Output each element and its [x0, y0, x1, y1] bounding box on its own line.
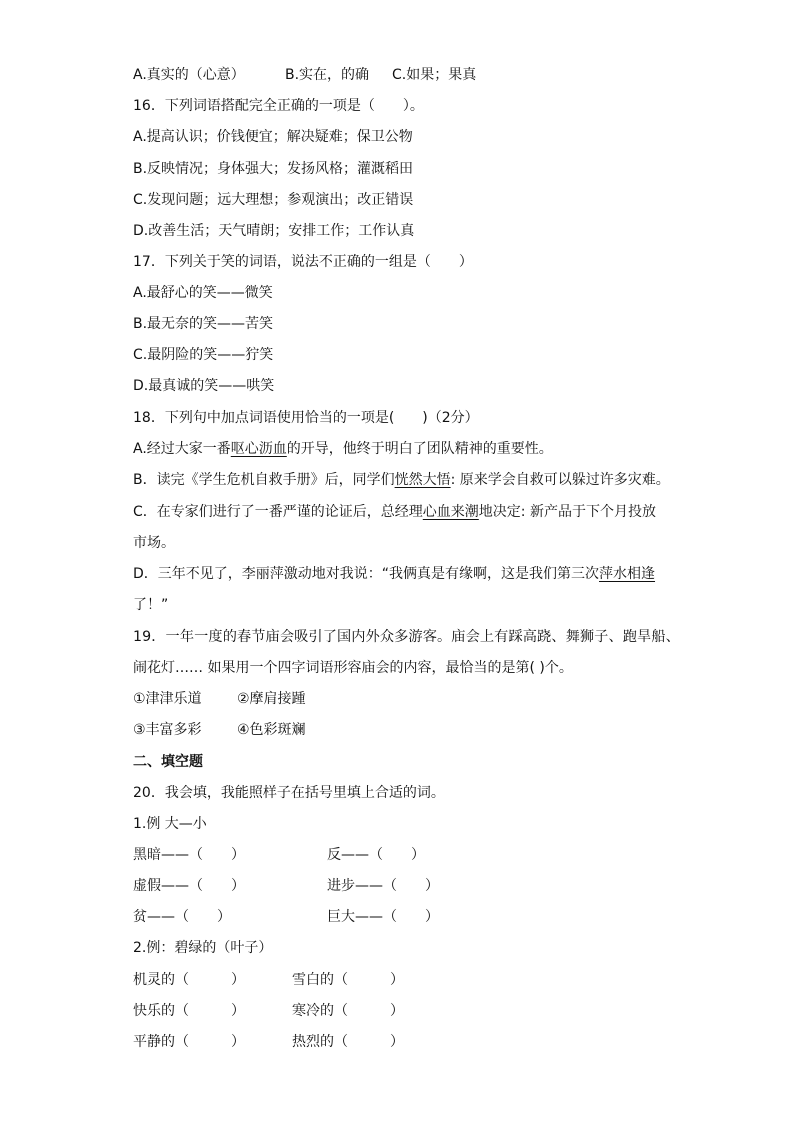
q18-b-pre: B．读完《学生危机自救手册》后，同学们	[133, 472, 395, 488]
q18-option-a	[133, 439, 553, 459]
q18-stem: 18．下列句中加点词语使用恰当的一项是( )（2分）	[133, 410, 479, 426]
q17-stem: 17．下列关于笑的词语，说法不正确的一组是（ ）	[133, 254, 473, 270]
q20-part1-item: 虚假——（ ）	[133, 878, 245, 894]
q20-part2-item: 热烈的（ ）	[292, 1034, 404, 1050]
q19-stem-line2: 闹花灯…… 如果用一个四字词语形容庙会的内容，最恰当的是第( )个。	[133, 660, 573, 676]
q19-option-4: ④色彩斑斓	[237, 722, 306, 738]
q18-a-pre: A.经过大家一番	[133, 441, 231, 457]
q18-option-c-line2: 市场。	[133, 535, 175, 551]
q18-c-post: 地决定: 新产品于下个月投放	[478, 504, 656, 520]
q19-option-1: ①津津乐道	[133, 691, 202, 707]
q16-option-c: C.发现问题；远大理想；参观演出；改正错误	[133, 192, 414, 208]
q20-part1-item: 黑暗——（ ）	[133, 847, 245, 863]
q20-part1-label: 1.例 大—小	[133, 816, 207, 832]
q15-option-c: C.如果；果真	[392, 67, 477, 83]
section-heading-fill-in: 二、填空题	[133, 754, 203, 770]
q19-option-2: ②摩肩接踵	[237, 691, 306, 707]
q18-option-d-line2: 了！”	[133, 597, 169, 613]
q20-part1-item: 进步——（ ）	[327, 878, 439, 894]
q18-c-pre: C．在专家们进行了一番严谨的论证后，总经理	[133, 504, 423, 520]
q17-option-a: A.最舒心的笑——微笑	[133, 285, 273, 301]
q20-part2-item: 寒冷的（ ）	[292, 1003, 404, 1019]
q16-option-b: B.反映情况；身体强大；发扬风格；灌溉稻田	[133, 161, 414, 177]
q18-b-post: : 原来学会自救可以躲过许多灾难。	[450, 472, 670, 488]
q16-stem: 16．下列词语搭配完全正确的一项是（ ）。	[133, 98, 424, 114]
q20-part2-item: 快乐的（ ）	[133, 1003, 245, 1019]
q15-option-a: A.真实的（心意）	[133, 67, 245, 83]
q20-part2-item: 平静的（ ）	[133, 1034, 245, 1050]
q20-stem: 20．我会填，我能照样子在括号里填上合适的词。	[133, 785, 445, 801]
q20-part2-item: 机灵的（ ）	[133, 972, 245, 988]
q18-option-c	[133, 502, 656, 522]
q18-option-d	[133, 564, 655, 584]
q20-part2-label: 2.例：碧绿的（叶子）	[133, 940, 273, 956]
q15-option-b: B.实在，的确	[285, 67, 370, 83]
q18-d-pre: D．三年不见了，李丽萍激动地对我说：“我俩真是有缘啊，这是我们第三次	[133, 566, 600, 582]
q16-option-d: D.改善生活；天气晴朗；安排工作；工作认真	[133, 223, 415, 239]
q20-part1-item: 巨大——（ ）	[327, 909, 439, 925]
q19-option-3: ③丰富多彩	[133, 722, 202, 738]
q18-a-dotted-word: 呕心沥血	[230, 441, 287, 457]
q18-b-dotted-word: 恍然大悟	[394, 472, 451, 488]
q16-option-a: A.提高认识；价钱便宜；解决疑难；保卫公物	[133, 129, 413, 145]
q20-part1-item: 贫——（ ）	[133, 909, 231, 925]
q18-d-dotted-word: 萍水相逢	[599, 566, 656, 582]
q17-option-c: C.最阴险的笑——狞笑	[133, 347, 274, 363]
q17-option-b: B.最无奈的笑——苦笑	[133, 316, 274, 332]
q20-part1-item: 反——（ ）	[327, 847, 425, 863]
q19-stem-line1: 19．一年一度的春节庙会吸引了国内外众多游客。庙会上有踩高跷、舞狮子、跑旱船、	[133, 629, 680, 645]
q17-option-d: D.最真诚的笑——哄笑	[133, 378, 275, 394]
q18-a-post: 的开导，他终于明白了团队精神的重要性。	[286, 441, 553, 457]
q18-option-b	[133, 470, 670, 490]
q18-c-dotted-word: 心血来潮	[422, 504, 479, 520]
q20-part2-item: 雪白的（ ）	[292, 972, 404, 988]
